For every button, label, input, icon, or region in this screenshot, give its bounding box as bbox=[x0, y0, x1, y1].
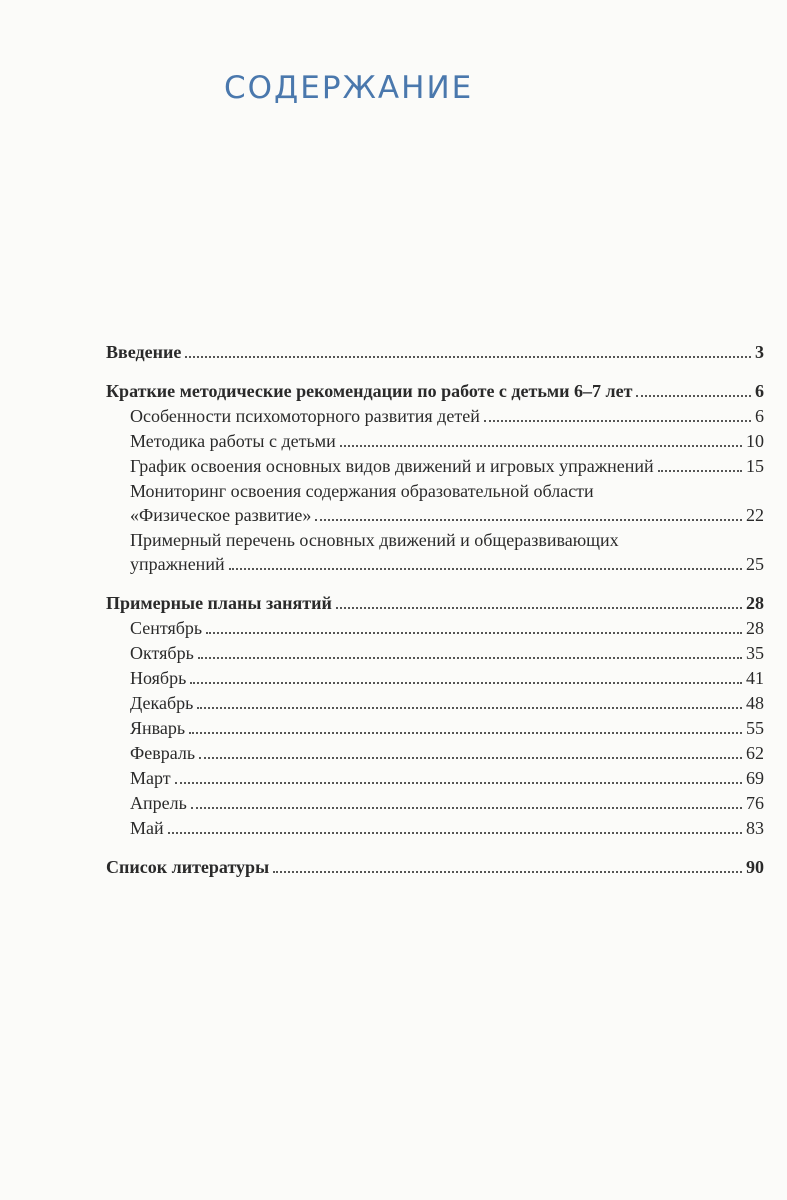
toc-page-number: 28 bbox=[746, 593, 764, 613]
dot-leader bbox=[484, 420, 751, 422]
dot-leader bbox=[340, 445, 742, 447]
dot-leader bbox=[199, 757, 742, 759]
toc-page-number: 76 bbox=[746, 793, 764, 813]
toc-page-number: 6 bbox=[755, 381, 764, 401]
toc-entry-label: упражнений bbox=[130, 554, 225, 574]
dot-leader bbox=[229, 568, 742, 570]
toc-entry-label: Краткие методические рекомендации по работе с детьми 6–7 лет bbox=[106, 381, 633, 401]
dot-leader bbox=[190, 682, 742, 684]
dot-leader bbox=[191, 807, 742, 809]
toc-page-number: 25 bbox=[746, 554, 764, 574]
toc-entry-label: Март bbox=[130, 768, 171, 788]
toc-entry-month[interactable] bbox=[106, 691, 764, 715]
toc-entry-label: Введение bbox=[106, 342, 182, 362]
dot-leader bbox=[658, 470, 742, 472]
toc-entry-month[interactable] bbox=[106, 791, 764, 815]
toc-entry-multiline[interactable] bbox=[106, 528, 764, 576]
table-of-contents bbox=[106, 340, 764, 879]
toc-page-number: 90 bbox=[746, 857, 764, 877]
dot-leader bbox=[175, 782, 742, 784]
toc-entry-label: Методика работы с детьми bbox=[130, 431, 336, 451]
toc-entry-label: Апрель bbox=[130, 793, 187, 813]
toc-entry-label: Особенности психомоторного развития детей bbox=[130, 406, 480, 426]
toc-entry-bibliography[interactable] bbox=[106, 855, 764, 879]
dot-leader bbox=[636, 395, 751, 397]
toc-page-number: 22 bbox=[746, 505, 764, 525]
dot-leader bbox=[206, 632, 742, 634]
toc-entry-intro[interactable] bbox=[106, 340, 764, 364]
toc-page-number: 41 bbox=[746, 668, 764, 688]
toc-entry-month[interactable] bbox=[106, 716, 764, 740]
toc-entry-month[interactable] bbox=[106, 616, 764, 640]
dot-leader bbox=[168, 832, 742, 834]
toc-page-number: 28 bbox=[746, 618, 764, 638]
toc-entry-label: «Физическое развитие» bbox=[130, 505, 312, 525]
toc-entry-label: Январь bbox=[130, 718, 186, 738]
dot-leader bbox=[336, 607, 742, 609]
toc-section-methodology[interactable] bbox=[106, 379, 764, 403]
toc-entry-month[interactable] bbox=[106, 666, 764, 690]
toc-entry-month[interactable] bbox=[106, 741, 764, 765]
dot-leader bbox=[198, 657, 742, 659]
page-title: СОДЕРЖАНИЕ bbox=[224, 70, 474, 106]
toc-entry-label: График освоения основных видов движений и игровых упражнений bbox=[130, 456, 654, 476]
toc-entry-label: Май bbox=[130, 818, 164, 838]
dot-leader bbox=[189, 732, 742, 734]
toc-entry-multiline[interactable] bbox=[106, 479, 764, 527]
dot-leader bbox=[185, 356, 751, 358]
toc-page-number: 55 bbox=[746, 718, 764, 738]
dot-leader bbox=[273, 871, 742, 873]
toc-page-number: 62 bbox=[746, 743, 764, 763]
toc-section-lesson-plans[interactable] bbox=[106, 591, 764, 615]
toc-entry-label-line1: Примерный перечень основных движений и общеразвивающих bbox=[130, 530, 619, 550]
toc-entry-label: Список литературы bbox=[106, 857, 270, 877]
toc-entry[interactable] bbox=[106, 454, 764, 478]
toc-entry-label: Декабрь bbox=[130, 693, 194, 713]
toc-entry-label: Октябрь bbox=[130, 643, 194, 663]
toc-entry[interactable] bbox=[106, 429, 764, 453]
toc-entry[interactable] bbox=[106, 404, 764, 428]
toc-entry-month[interactable] bbox=[106, 766, 764, 790]
toc-page-number: 48 bbox=[746, 693, 764, 713]
toc-page-number: 69 bbox=[746, 768, 764, 788]
dot-leader bbox=[315, 519, 742, 521]
toc-entry-label: Примерные планы занятий bbox=[106, 593, 332, 613]
dot-leader bbox=[197, 707, 742, 709]
toc-page-number: 83 bbox=[746, 818, 764, 838]
toc-entry-label-line1: Мониторинг освоения содержания образовательной области bbox=[130, 481, 594, 501]
toc-page-number: 15 bbox=[746, 456, 764, 476]
toc-entry-label: Февраль bbox=[130, 743, 196, 763]
toc-page-number: 35 bbox=[746, 643, 764, 663]
toc-entry-label: Ноябрь bbox=[130, 668, 187, 688]
toc-entry-month[interactable] bbox=[106, 641, 764, 665]
toc-page-number: 10 bbox=[746, 431, 764, 451]
toc-entry-label: Сентябрь bbox=[130, 618, 203, 638]
toc-page-number: 3 bbox=[755, 342, 764, 362]
toc-entry-month[interactable] bbox=[106, 816, 764, 840]
toc-page-number: 6 bbox=[755, 406, 764, 426]
